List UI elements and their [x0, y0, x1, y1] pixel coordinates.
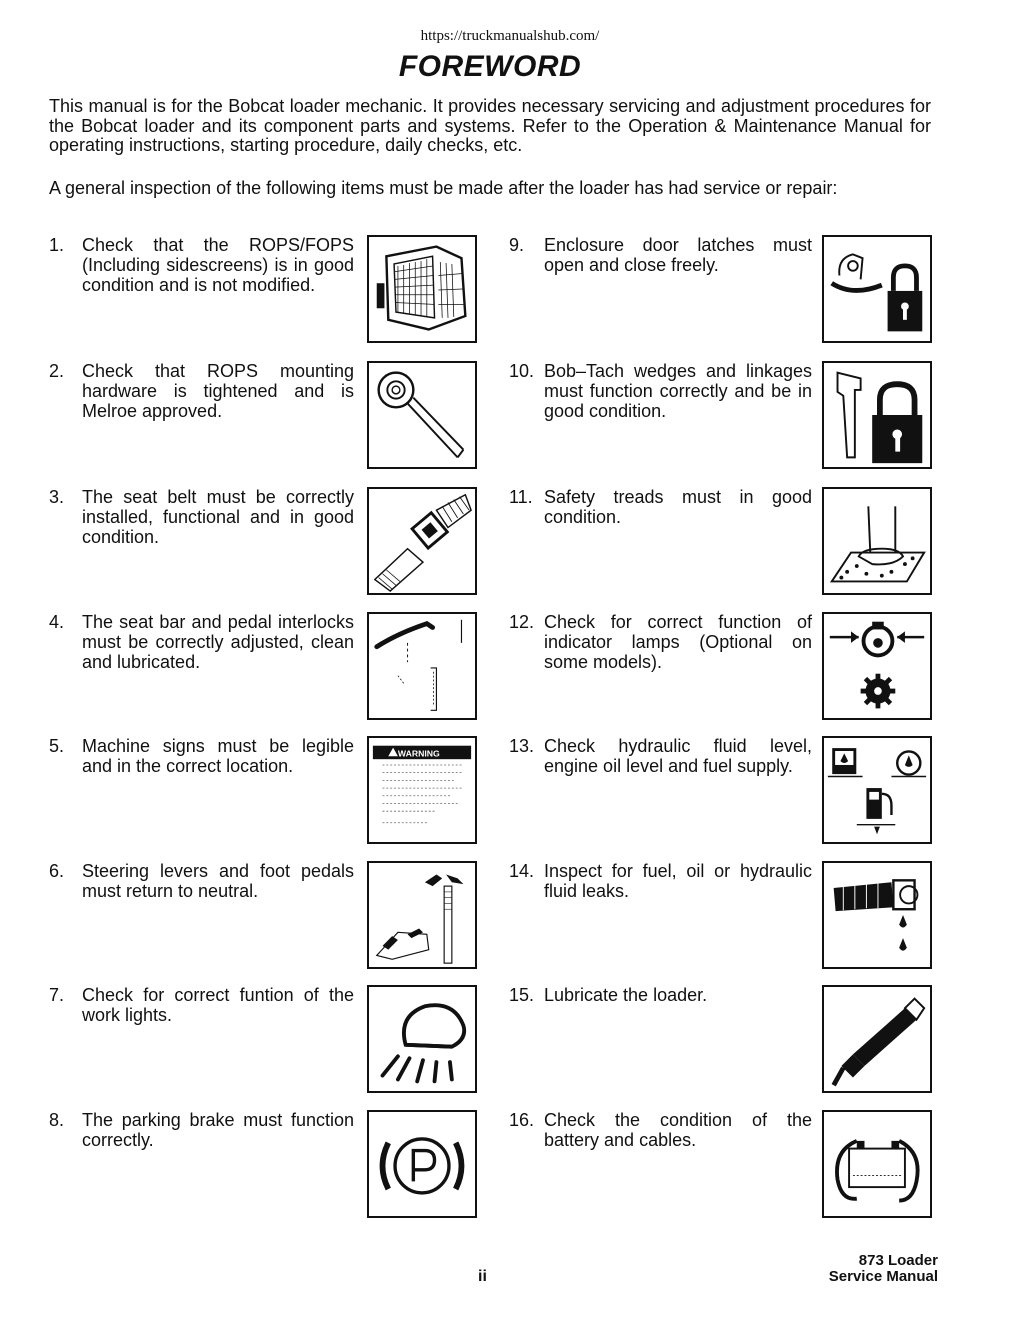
door-latch-icon — [822, 235, 932, 343]
item-text: Bob–Tach wedges and linkages must function correctly and be in good condition. — [544, 361, 812, 421]
checklist-item-16 — [509, 1110, 939, 1222]
fluid-leak-icon — [822, 861, 932, 969]
item-number: 8. — [49, 1110, 65, 1130]
footer-model: 873 Loader — [858, 1252, 938, 1269]
item-number: 7. — [49, 985, 65, 1005]
steering-lever-pedal-icon — [367, 861, 477, 969]
page-title: FOREWORD — [398, 50, 582, 83]
checklist-item-9 — [509, 235, 939, 347]
checklist-item-11 — [509, 487, 939, 599]
item-number: 13. — [509, 736, 535, 756]
checklist-item-14 — [509, 861, 939, 973]
warning-sign-icon — [367, 736, 477, 844]
item-number: 1. — [49, 235, 65, 255]
item-text: The seat bar and pedal interlocks must be correctly adjusted, clean and lubricated. — [82, 612, 354, 672]
item-text: Check for correct funtion of the work lights. — [82, 985, 354, 1025]
battery-icon — [822, 1110, 932, 1218]
item-number: 5. — [49, 736, 65, 756]
item-text: Check for correct function of indicator lamps (Optional on some models). — [544, 612, 812, 672]
item-text: Inspect for fuel, oil or hydraulic fluid leaks. — [544, 861, 812, 901]
item-number: 3. — [49, 487, 65, 507]
footer-manual: Service Manual — [828, 1268, 938, 1285]
item-number: 6. — [49, 861, 65, 881]
safety-tread-icon — [822, 487, 932, 595]
checklist-item-10 — [509, 361, 939, 473]
checklist-item-1 — [49, 235, 479, 347]
item-number: 16. — [509, 1110, 535, 1130]
item-number: 4. — [49, 612, 65, 632]
item-number: 2. — [49, 361, 65, 381]
checklist-item-4 — [49, 612, 479, 724]
checklist-item-8 — [49, 1110, 479, 1222]
checklist-item-7 — [49, 985, 479, 1097]
checklist-item-15 — [509, 985, 939, 1097]
seat-belt-icon — [367, 487, 477, 595]
checklist-item-3 — [49, 487, 479, 599]
item-text: The seat belt must be correctly installed, functional and in good condition. — [82, 487, 354, 547]
item-number: 10. — [509, 361, 535, 381]
seat-bar-interlock-icon — [367, 612, 477, 720]
item-text: Safety treads must in good condition. — [544, 487, 812, 527]
page-number: ii — [478, 1268, 487, 1285]
checklist-item-13 — [509, 736, 939, 848]
checklist-item-12 — [509, 612, 939, 724]
item-number: 14. — [509, 861, 535, 881]
checklist-item-2 — [49, 361, 479, 473]
item-text: Enclosure door latches must open and close freely. — [544, 235, 812, 275]
work-light-icon — [367, 985, 477, 1093]
item-text: Check the condition of the battery and cables. — [544, 1110, 812, 1150]
warning-sign-label: WARNING — [397, 748, 440, 759]
item-text: Check that ROPS mounting hardware is tightened and is Melroe approved. — [82, 361, 354, 421]
checklist-item-6 — [49, 861, 479, 973]
rops-cab-icon — [367, 235, 477, 343]
source-url: https://truckmanualshub.com/ — [420, 28, 600, 44]
wrench-icon — [367, 361, 477, 469]
item-number: 11. — [509, 487, 533, 507]
bob-tach-wedge-icon — [822, 361, 932, 469]
footer-manual-title — [829, 1253, 938, 1285]
checklist-item-5 — [49, 736, 479, 848]
inspection-lead-in: A general inspection of the following items must be made after the loader has had service or repair: — [49, 178, 838, 198]
item-number: 9. — [509, 235, 525, 255]
item-number: 15. — [509, 985, 535, 1005]
fluid-level-icon — [822, 736, 932, 844]
item-text: Check that the ROPS/FOPS (Including sidescreens) is in good condition and is not modified. — [82, 235, 354, 295]
item-text: Check hydraulic fluid level, engine oil level and fuel supply. — [544, 736, 812, 776]
item-text: Lubricate the loader. — [544, 985, 708, 1005]
item-text: Steering levers and foot pedals must return to neutral. — [82, 861, 354, 901]
item-text: Machine signs must be legible and in the correct location. — [82, 736, 354, 776]
item-number: 12. — [509, 612, 535, 632]
intro-paragraph: This manual is for the Bobcat loader mechanic. It provides necessary servicing and adjustment procedures for the Bobcat loader and its component parts and systems. Refer to the Operation & Maintenance Manual for operating instructions, starting procedure, daily checks, etc. — [49, 96, 931, 155]
grease-gun-icon — [822, 985, 932, 1093]
indicator-lamp-icon — [822, 612, 932, 720]
item-text: The parking brake must function correctly. — [82, 1110, 354, 1150]
parking-brake-icon — [367, 1110, 477, 1218]
